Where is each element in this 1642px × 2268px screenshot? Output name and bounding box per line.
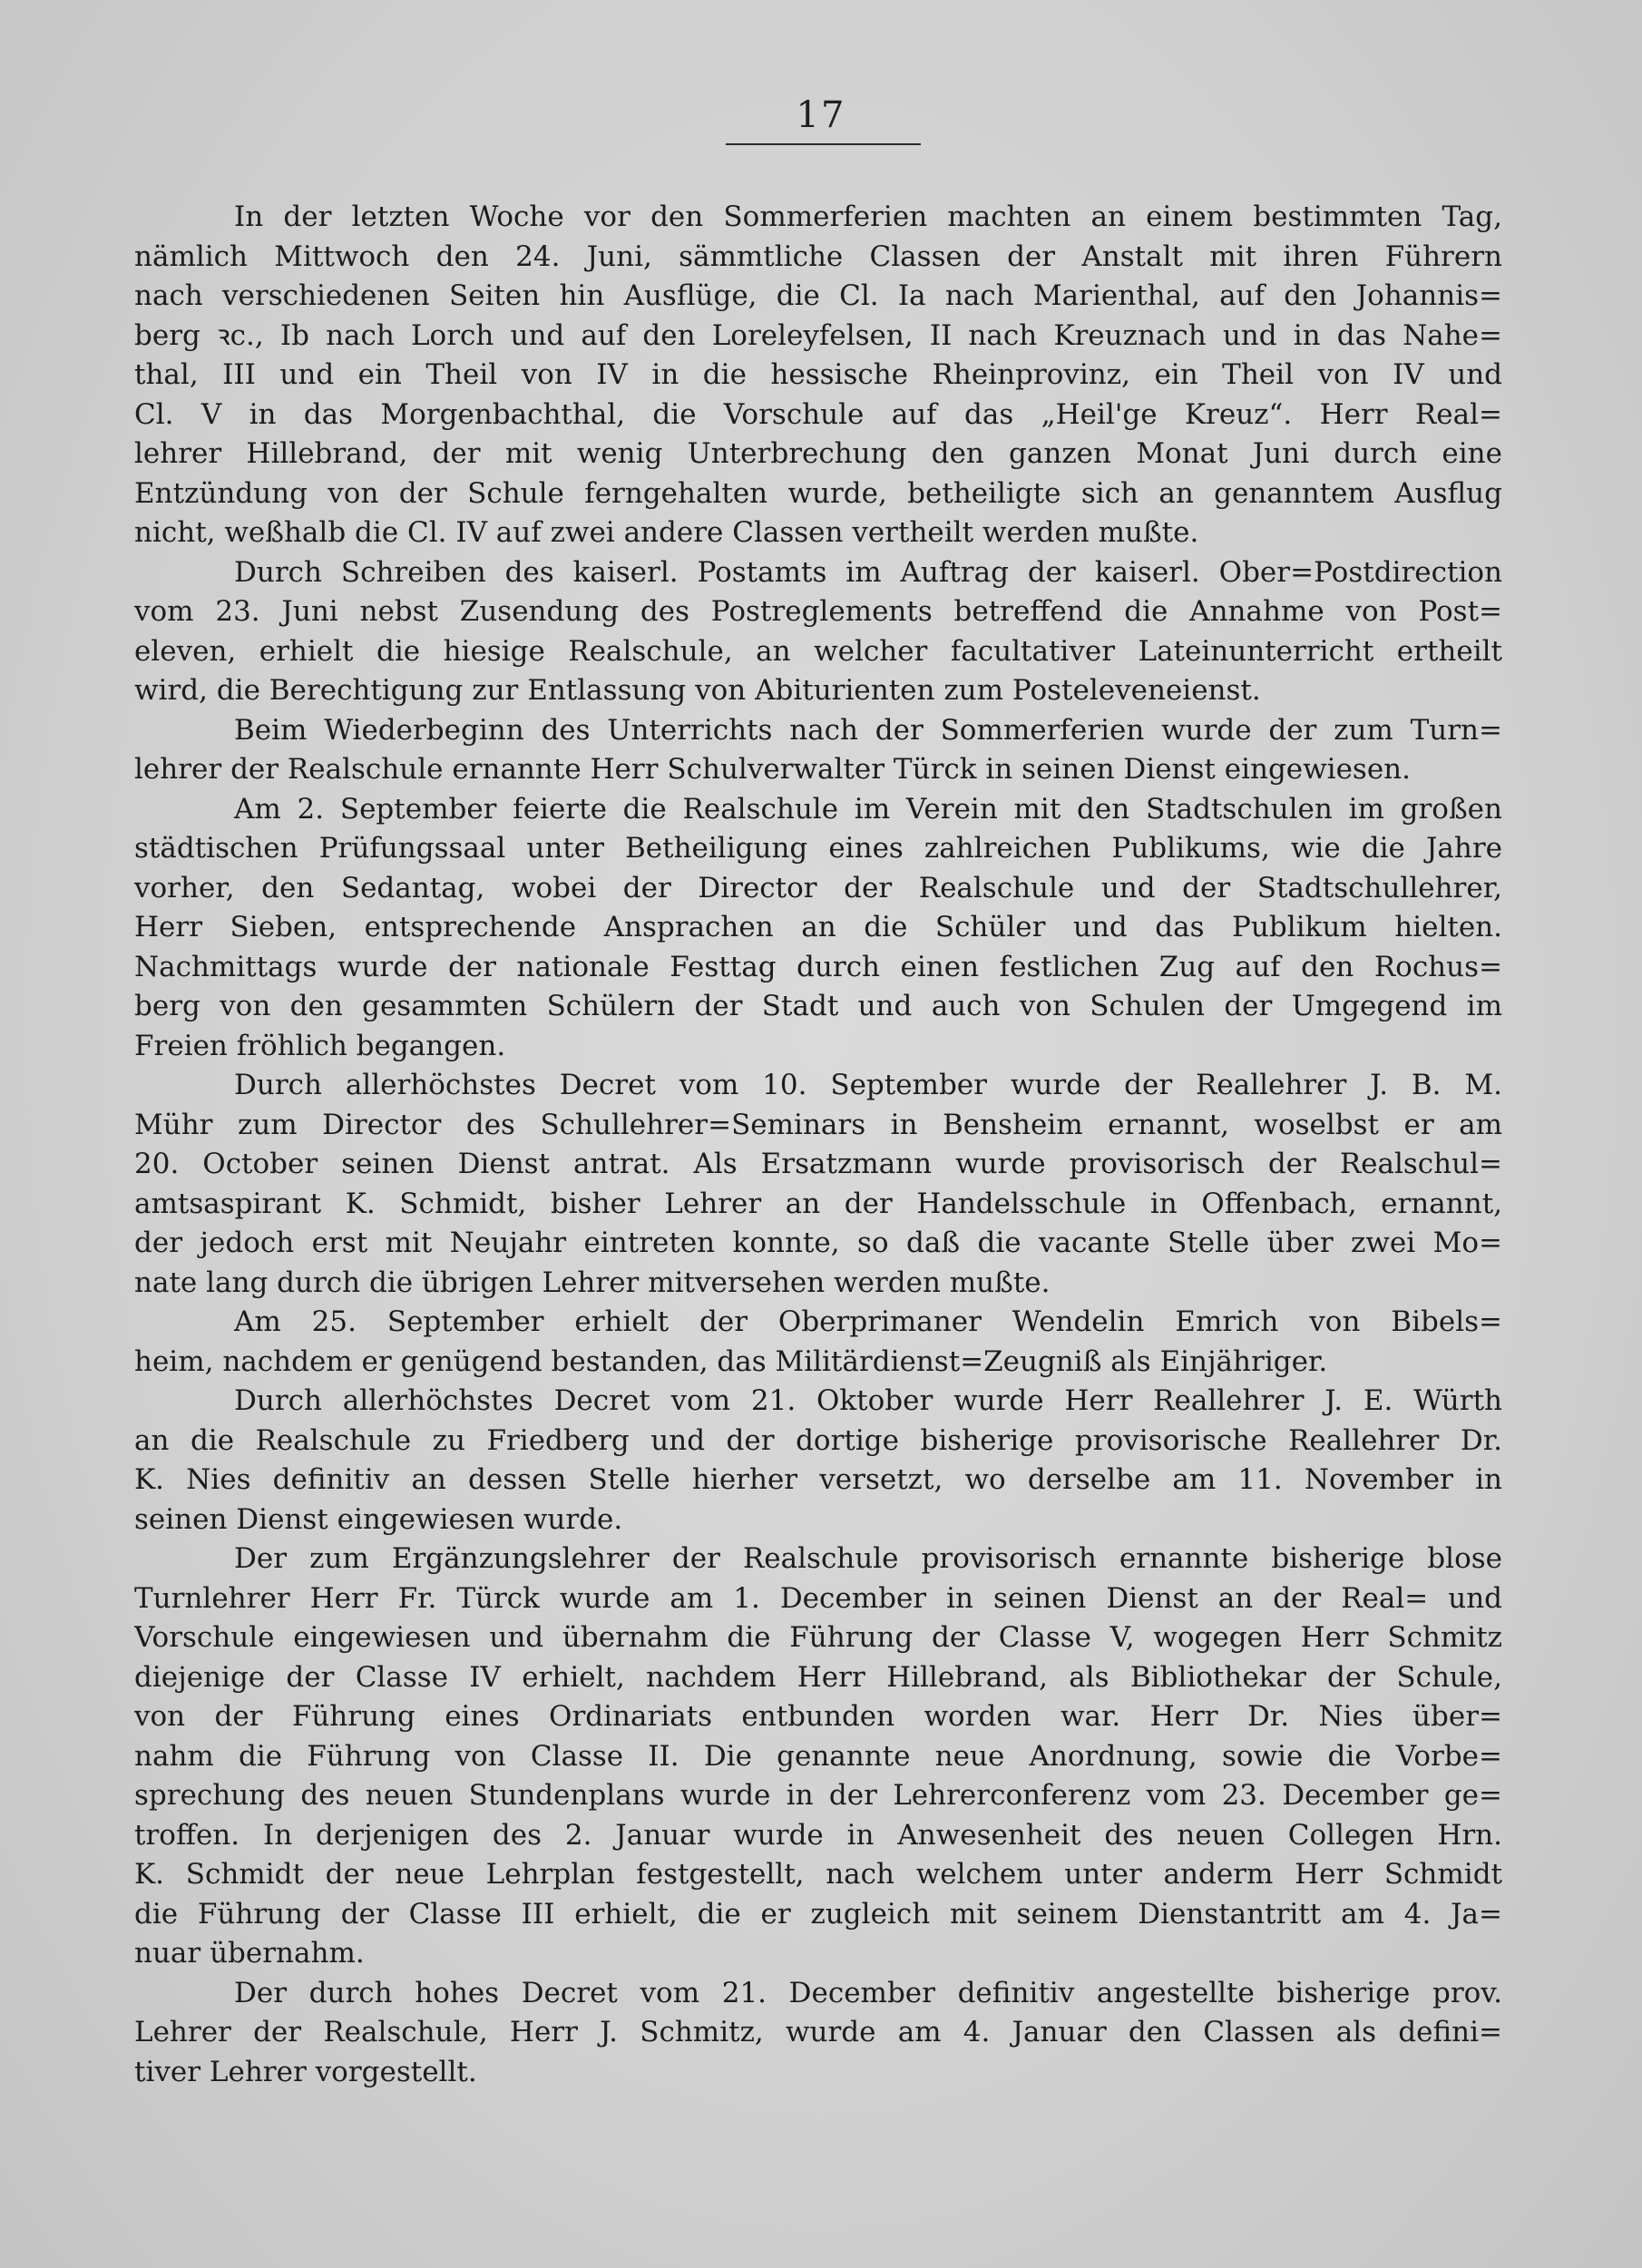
text-line: Turnlehrer Herr Fr. Türck wurde am 1. December in seinen Dienst an der Real= und [134, 1581, 1502, 1615]
text-line: diejenige der Classe IV erhielt, nachdem Herr Hillebrand, als Bibliothekar der Schule, [134, 1660, 1502, 1694]
text-line: In der letzten Woche vor den Sommerferien machten an einem bestimmten Tag, [234, 200, 1502, 233]
text-line: nahm die Führung von Classe II. Die genannte neue Anordnung, sowie die Vorbe= [134, 1739, 1502, 1773]
text-line: thal, III und ein Theil von IV in die hessische Rheinprovinz, ein Theil von IV und [134, 358, 1502, 391]
text-line: Lehrer der Realschule, Herr J. Schmitz, wurde am 4. Januar den Classen als defini= [134, 2016, 1502, 2048]
text-line: berg ꝛc., Ib nach Lorch und auf den Loreleyfelsen, II nach Kreuznach und in das Nahe= [134, 318, 1502, 352]
text-line: Der durch hohes Decret vom 21. December definitiv angestellte bisherige prov. [234, 1976, 1502, 2009]
text-line: troffen. In derjenigen des 2. Januar wurde in Anwesenheit des neuen Collegen Hrn. [134, 1818, 1502, 1852]
text-line: nuar übernahm. [134, 1937, 365, 1970]
text-line: tiver Lehrer vorgestellt. [134, 2055, 477, 2088]
text-line: die Führung der Classe III erhielt, die er zugleich mit seinem Dienstantritt am 4. Ja= [134, 1897, 1502, 1931]
text-line: K. Nies definitiv an dessen Stelle hierher versetzt, wo derselbe am 11. November in [134, 1463, 1502, 1496]
text-line: eleven, erhielt die hiesige Realschule, an welcher facultativer Lateinunterricht ertheilt [134, 634, 1502, 668]
text-line: heim, nachdem er genügend bestanden, das Militärdienst=Zeugniß als Einjähriger. [134, 1344, 1328, 1378]
text-line: vom 23. Juni nebst Zusendung des Postreglements betreffend die Annahme von Post= [134, 595, 1502, 628]
text-line: städtischen Prüfungssaal unter Betheiligung eines zahlreichen Publikums, wie die Jahre [134, 832, 1502, 865]
text-line: sprechung des neuen Stundenplans wurde in der Lehrerconferenz vom 23. December ge= [134, 1779, 1502, 1812]
text-line: Durch allerhöchstes Decret vom 10. September wurde der Reallehrer J. B. M. [234, 1069, 1502, 1101]
text-line: Vorschule eingewiesen und übernahm die Führung der Classe V, wogegen Herr Schmitz [134, 1621, 1502, 1654]
text-line: Am 25. September erhielt der Oberprimaner Wendelin Emrich von Bibels= [234, 1305, 1502, 1338]
text-line: Cl. V in das Morgenbachthal, die Vorschule auf das „Heil'ge Kreuz“. Herr Real= [134, 397, 1502, 431]
text-line: nach verschiedenen Seiten hin Ausflüge, die Cl. Ia nach Marienthal, auf den Johannis= [134, 279, 1502, 312]
text-line: nate lang durch die übrigen Lehrer mitversehen werden mußte. [134, 1266, 1051, 1299]
text-line: 20. October seinen Dienst antrat. Als Ersatzmann wurde provisorisch der Realschul= [134, 1148, 1502, 1180]
text-line: nicht, weßhalb die Cl. IV auf zwei andere Classen vertheilt werden mußte. [134, 516, 1199, 549]
text-line: Freien fröhlich begangen. [134, 1029, 506, 1062]
text-line: Durch allerhöchstes Decret vom 21. Oktober wurde Herr Reallehrer J. E. Würth [234, 1384, 1502, 1417]
text-line: wird, die Berechtigung zur Entlassung von Abiturienten zum Posteleveneienst. [134, 674, 1261, 707]
text-line: Der zum Ergänzungslehrer der Realschule provisorisch ernannte bisherige blose [234, 1542, 1502, 1575]
text-line: an die Realschule zu Friedberg und der dortige bisherige provisorische Reallehrer Dr. [134, 1423, 1502, 1457]
text-line: nämlich Mittwoch den 24. Juni, sämmtliche Classen der Anstalt mit ihren Führern [134, 240, 1502, 273]
text-line: Herr Sieben, entsprechende Ansprachen an die Schüler und das Publikum hielten. [134, 911, 1502, 943]
text-line: von der Führung eines Ordinariats entbunden worden war. Herr Dr. Nies über= [134, 1700, 1502, 1733]
text-line: vorher, den Sedantag, wobei der Director der Realschule und der Stadtschullehrer, [134, 871, 1502, 904]
header-rule [726, 143, 921, 145]
body-text [134, 198, 1502, 2092]
text-line: lehrer Hillebrand, der mit wenig Unterbrechung den ganzen Monat Juni durch eine [134, 437, 1502, 470]
text-line: Am 2. September feierte die Realschule im Verein mit den Stadtschulen im großen [234, 792, 1502, 826]
text-line: lehrer der Realschule ernannte Herr Schulverwalter Türck in seinen Dienst eingewiesen. [134, 753, 1412, 786]
text-line: berg von den gesammten Schülern der Stadt und auch von Schulen der Umgegend im [134, 990, 1502, 1022]
text-line: Beim Wiederbeginn des Unterrichts nach der Sommerferien wurde der zum Turn= [234, 713, 1502, 747]
text-line: K. Schmidt der neue Lehrplan festgestellt, nach welchem unter anderm Herr Schmidt [134, 1858, 1502, 1891]
text-line: Mühr zum Director des Schullehrer=Seminars in Bensheim ernannt, woselbst er am [134, 1108, 1502, 1141]
text-line: der jedoch erst mit Neujahr eintreten konnte, so daß die vacante Stelle über zwei Mo= [134, 1227, 1502, 1259]
text-line: Durch Schreiben des kaiserl. Postamts im Auftrag der kaiserl. Ober=Postdirection [234, 555, 1502, 589]
text-line: seinen Dienst eingewiesen wurde. [134, 1502, 623, 1536]
text-line: Entzündung von der Schule ferngehalten wurde, betheiligte sich an genanntem Ausflug [134, 476, 1502, 510]
page-number: 17 [796, 94, 846, 136]
text-line: amtsaspirant K. Schmidt, bisher Lehrer an der Handelsschule in Offenbach, ernannt, [134, 1187, 1502, 1220]
text-line: Nachmittags wurde der nationale Festtag durch einen festlichen Zug auf den Rochus= [134, 950, 1502, 983]
